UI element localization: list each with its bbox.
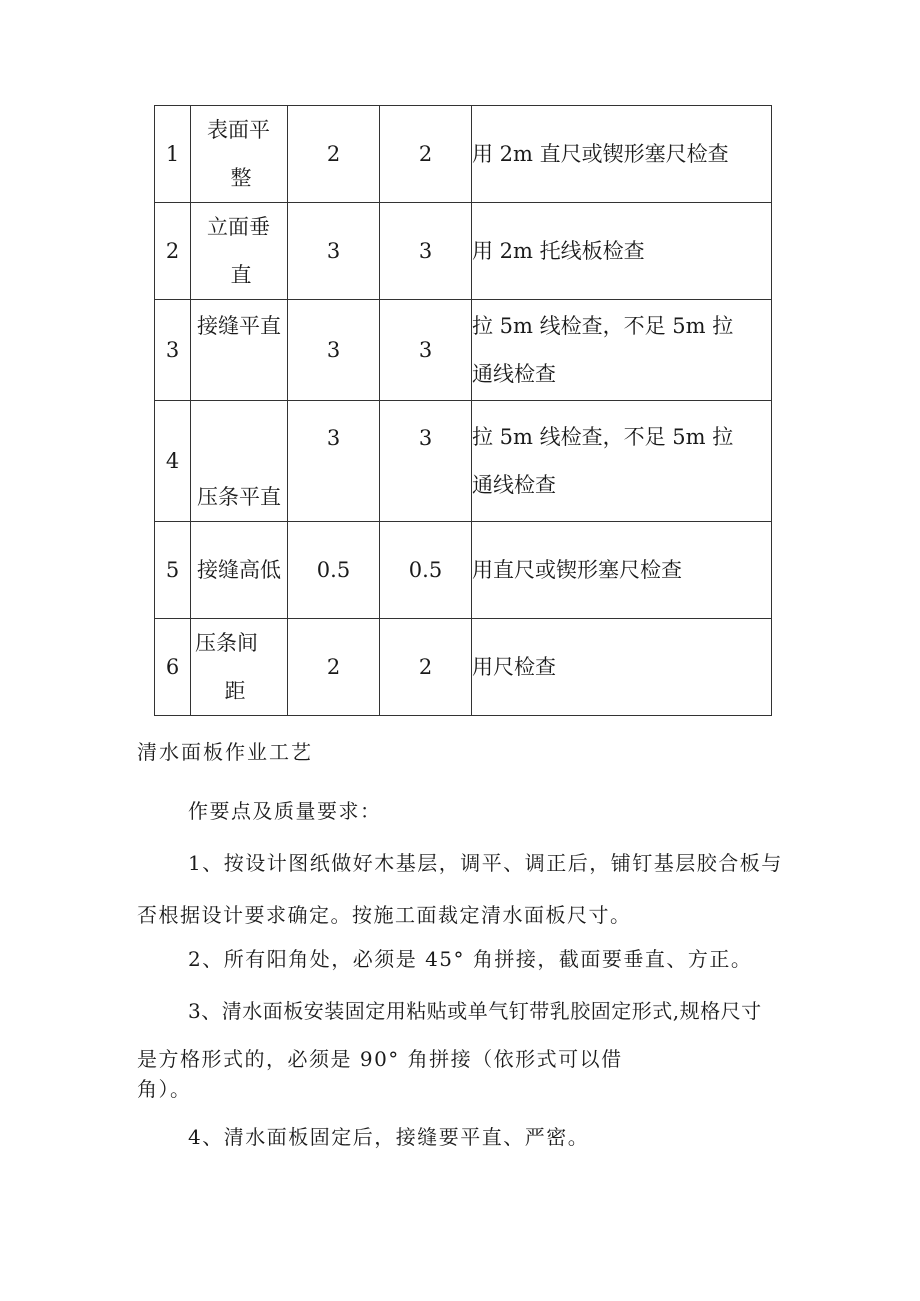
section-subtitle: 作要点及质量要求：	[188, 799, 382, 823]
item-name	[191, 203, 288, 300]
paragraph-3-line-1: 3、清水面板安装固定用粘贴或单气钉带乳胶固定形式,规格尺寸	[188, 999, 762, 1023]
paragraph-1-line-1: 1、按设计图纸做好木基层，调平、调正后，铺钉基层胶合板与	[188, 851, 783, 875]
tolerance-table	[154, 105, 772, 716]
item-name: 接缝平直	[191, 300, 288, 401]
item-name-line1: 压条间	[195, 631, 258, 655]
row-number: 6	[155, 619, 191, 716]
item-name: 接缝高低	[191, 522, 288, 619]
item-name-line1: 表面平	[207, 118, 270, 142]
tolerance-value-a: 2	[288, 619, 380, 716]
tolerance-value-a: 3	[288, 300, 380, 401]
row-number: 5	[155, 522, 191, 619]
tolerance-value-a: 0.5	[288, 522, 380, 619]
tolerance-value-a: 3	[288, 401, 380, 522]
table-row	[155, 522, 772, 619]
inspection-method: 用 2m 托线板检查	[472, 203, 772, 300]
tolerance-value-b: 3	[380, 203, 472, 300]
tolerance-value-b: 3	[380, 401, 472, 522]
item-name-line2: 直	[230, 263, 252, 287]
paragraph-3-line-2: 是方格形式的，必须是 90° 角拼接（依形式可以借	[137, 1047, 623, 1071]
item-name-line2: 距	[224, 679, 246, 703]
item-name	[191, 619, 288, 716]
row-number: 4	[155, 401, 191, 522]
row-number: 2	[155, 203, 191, 300]
tolerance-value-b: 2	[380, 106, 472, 203]
item-name-line1: 立面垂	[207, 215, 270, 239]
tolerance-value-b: 0.5	[380, 522, 472, 619]
item-name-line2: 整	[230, 166, 252, 190]
table-row	[155, 401, 772, 522]
item-name: 压条平直	[191, 401, 288, 522]
tolerance-value-b: 2	[380, 619, 472, 716]
inspection-method: 用尺检查	[472, 619, 772, 716]
row-number: 3	[155, 300, 191, 401]
paragraph-1-line-2: 否根据设计要求确定。按施工面裁定清水面板尺寸。	[137, 903, 632, 927]
inspection-method-line1: 拉 5m 线检查，不足 5m 拉	[472, 314, 734, 338]
table-row	[155, 300, 772, 401]
inspection-method: 用直尺或锲形塞尺检查	[472, 522, 772, 619]
table-row	[155, 106, 772, 203]
table-row	[155, 619, 772, 716]
tolerance-value-a: 3	[288, 203, 380, 300]
item-name	[191, 106, 288, 203]
inspection-method: 用 2m 直尺或锲形塞尺检查	[472, 106, 772, 203]
table-row	[155, 203, 772, 300]
inspection-method	[472, 300, 772, 401]
section-title: 清水面板作业工艺	[137, 740, 313, 764]
paragraph-2: 2、所有阳角处，必须是 45° 角拼接，截面要垂直、方正。	[188, 947, 753, 971]
inspection-method-line1: 拉 5m 线检查，不足 5m 拉	[472, 425, 734, 449]
tolerance-value-b: 3	[380, 300, 472, 401]
paragraph-3-line-3: 角）。	[137, 1077, 192, 1101]
inspection-method-line2: 通线检查	[472, 473, 556, 497]
inspection-method	[472, 401, 772, 522]
tolerance-value-a: 2	[288, 106, 380, 203]
row-number: 1	[155, 106, 191, 203]
paragraph-4: 4、清水面板固定后，接缝要平直、严密。	[188, 1125, 590, 1149]
inspection-method-line2: 通线检查	[472, 362, 556, 386]
